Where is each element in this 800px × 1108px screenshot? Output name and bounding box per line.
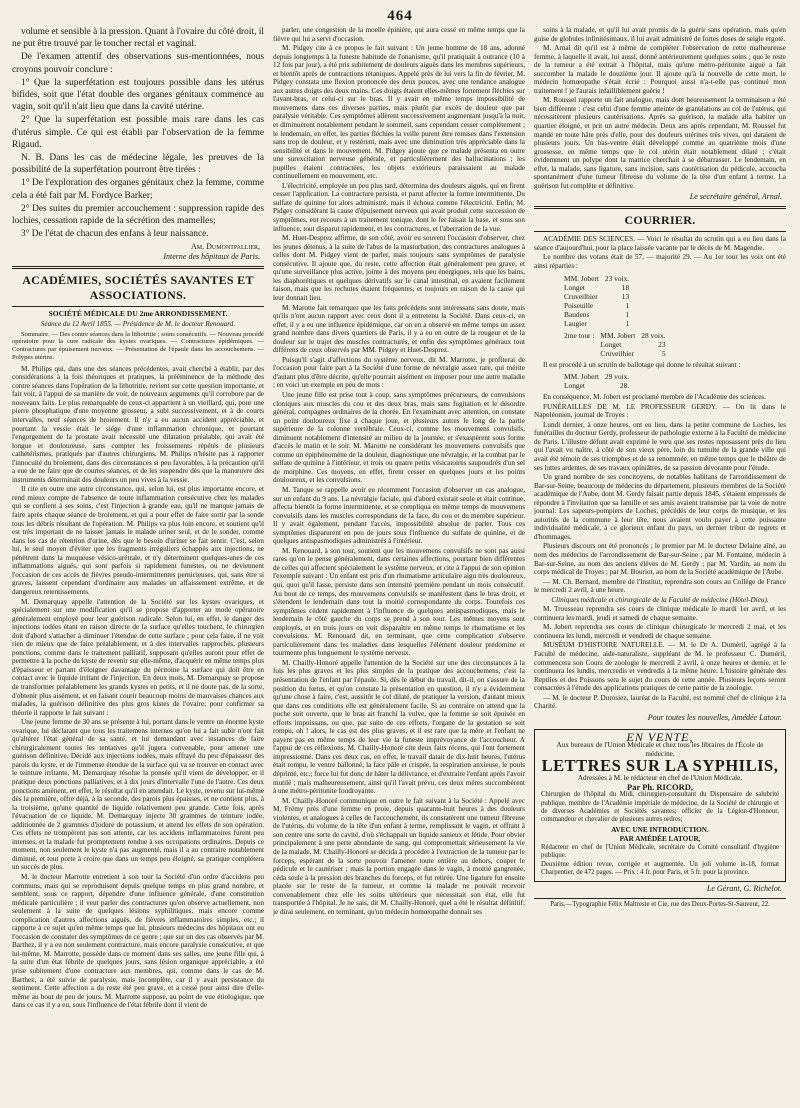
signature-name: Am. Dumontpallier,	[190, 242, 260, 252]
paragraph: M. Pidgey cite à ce propos le fait suivant : Un jeune homme de 18 ans, adonné depuis longtemps à la funeste habitude de l'onanisme, qu'il pratiquait à outrance (10 à 12 fois par jour), a été pris subitement de douleurs aiguës dans les membres supérieurs, et bientôt après de contractions tétaniques. Appelé près de lui vers la fin de février, M. Pidgey constata une flexion prononcée des deux pouces, avec une tendance analogue aux autres doigts des deux mains. Ces doigts étaient elles-mêmes fortement fléchies sur l'avant-bras, et celui-ci sur le bras. Il y avait en même temps impossibilité de mouvemens dans ces diverses parties, mais plutôt par excès de douleur que par paralysie véritable. Ces symptômes allèrent successivement augmentant jusqu'à la nuit, et diminuèrent notablement pendant le sommeil, sans cependant cesser complètement ; le lendemain, en effet, les parties fléchies la veille purent être remises dans l'extension sans trop de douleur, et y restèrent, mais avec une diminution très appréciable dans la sensibilité et dans le mouvement. M. Pidgey ajoute que ce malade présenta en outre une surexcitation nerveuse générale, et particulièrement des hallucinations ; les pupilles étaient contractées, les objets extérieurs paraissaient au malade continuellement en mouvement, etc.	[273, 44, 525, 181]
poll-row	[564, 372, 635, 381]
candidate-votes: 5	[661, 348, 666, 358]
ad-author: Par Ph. RICORD,	[627, 781, 693, 792]
paragraph: M. Roussel rapporte un fait analogue, mais dont heureusement la terminaison a été bien différente : c'est celui d'une femme atteinte de granulations au col de l'utérus, qui nécessitèrent plusieurs cautérisations. Après sa guérison, la malade alla habiter un quartier éloigné, et prit un autre médecin. Deux ans après cependant, M. Roussel fut mandé en toute hâte près d'elle, pour des douleurs utérines très vives, qui dataient de plusieurs jours. Un bas-ventre était développé comme au quatrième mois d'une grossesse, en même temps que le col utérin était notablement dilaté ; c'était évidemment un polype dont la matrice cherchait à se débarrasser. Le lendemain, en effet, la malade, sans ligature, sans incision, sans cautérisation du pédicule, accoucha spontanément d'une tumeur fibreuse du volume de la tête d'un enfant à terme. La guérison fut complète et définitive.	[534, 96, 786, 190]
paragraph: M. Arnal dit qu'il est à même de compléter l'observation de cette malheureuse femme, à laquelle il avait, lui aussi, donné antérieurement quelques soins ; que le reste de la tumeur a été extrait à l'hôpital, mais qu'une métro-péritonite aiguë a fait succomber la malade le douzième jour. Il ajoute qu'à la nouvelle de cette mort, le médecin homœopathe s'était écrié : Pourquoi aussi n'a-t-elle pas continué mon traitement ! je l'aurais infailliblement guérie !	[534, 44, 786, 95]
column-2	[273, 26, 525, 1086]
paragraph: Un grand nombre de ses concitoyens, de notables habitans de l'arrondissement de Bar-sur-Seine, beaucoup de médecins du département, plusieurs membres de la Société académique de l'Aube, dont M. Gerdy faisait partie depuis 1845, s'étaient empressés de répondre à l'invitation que sa famille et ses amis avaient transmise par la voie de notre journal. Les sapeurs-pompiers de Loches, précédés de leur corps de musique, et les autorités de la commune à leur tête, nous avaient voulu payer à cette puissante individualité médicale, à ce glorieux enfant du pays, un dernier tribut de regrets et d'hommages.	[534, 473, 786, 541]
ad-author-desc: Chirurgien de l'hôpital du Midi, chirurgien-consultant du Dispensaire de salubrité publique, membre de l'Académie impériale de médecine, de la Société de chirurgie et de diverses Académies et Sociétés savantes; officier de la Légion-d'Honneur, commandeur et chevalier de plusieurs autres ordres;	[541, 791, 779, 824]
candidate-votes: 1	[625, 300, 630, 310]
section-title-academies: ACADÉMIES, SOCIÉTÉS SAVANTES ET ASSOCIATIONS.	[22, 273, 254, 303]
paragraph: M. Tanque se rappelle avoir eu récemment l'occasion d'observer un cas analogue, sur un enfant du 9 ans. La névralgie faciale, qui d'abord existait seule et était continue, affecta bientôt la forme intermittente, et se compliqua en même temps de mouvemens convulsifs dans les muscles correspondans de la face, du cou et du membre supérieur. Il y avait également, pendant l'accès, impossibilité absolue de parler. Tous ces symptômes disparurent en peu de jours sous l'influence du sulfate de quinine, et de quelques antispasmodiques administrés à l'intérieur.	[273, 485, 525, 546]
ad-by: PAR AMÉDÉE LATOUR,	[619, 835, 701, 844]
poll-row	[564, 349, 672, 358]
paragraph: L'électricité, employée un peu plus tard, détermina des douleurs aiguës, qui en firent cesser l'application. La contracture persista, et parut affecter la forme intermittente. Du sulfate de quinine fut alors administré, mais il échoua comme l'électricité. Enfin, M. Pidgey considérant la cause d'épuisement nerveux qui avait produit cette succession de symptômes, eut recours à un traitement tonique, dont le fer faisait la base, et sous son influence, tout disparut rapidement, et les contractures, et l'aberration de la vue.	[273, 181, 525, 233]
ad-intro: AVEC UNE INTRODUCTION.	[611, 826, 709, 835]
paragraph: 1° Que la superfétation est toujours possible dans les utérus bifides, soit que l'état double des organes génitaux commence au vagin, soit qu'il n'ait lieu que dans la cavité utérine.	[12, 77, 264, 113]
page-number: 464	[387, 8, 413, 24]
divider	[12, 306, 264, 307]
paragraph: M. Trousseau reprendra ses cours de clinique médicale le mardi 1er avril, et les continuera les mardi, jeudi et samedi de chaque semaine.	[534, 605, 786, 622]
paragraph: MUSÉUM D'HISTOIRE NATURELLE. — M. le Dr A. Duméril, agrégé à la Faculté de médecine, aide-naturaliste, suppléant de M. le professeur C. Duméril, commencera son Cours de zoologie le mercredi 2 avril, à onze heures et demie, et le continuera les lundis, mercredis et vendredis à la même heure. L'histoire générale des Reptiles et des Poissons sera le sujet du cours de cette année. Plusieurs leçons seront consacrées à l'étude des applications pratiques de cette partie de la zoologie.	[534, 641, 786, 693]
ad-addressed: Adressées à M. le rédacteur en chef de l'Union Médicale,	[577, 773, 743, 782]
ad-by-desc: Rédacteur en chef de l'Union Médicale, secrétaire du Comité consultatif d'hygiène publique.	[541, 844, 779, 860]
ad-line: Aux bureaux de l'Union Médicale et chez tous les libraires de l'École de médecine,	[556, 741, 764, 759]
academy-item: ACADÉMIE DES SCIENCES. — Voici le résultat du scrutin qui a eu lieu dans la séance d'aujourd'hui, pour la place laissée vacante par le décès de M. Magendie.	[534, 235, 786, 252]
session-line: Séance du 12 Avril 1855. — Présidence de M. le docteur Renouard.	[40, 320, 236, 328]
news-signature: Pour toutes les nouvelles, Amédée Latour.	[647, 712, 782, 722]
paragraph: M. Huet-Desprez affirme, de son côté, avoir eu souvent l'occasion d'observer, chez les jeunes détenus, à la suite de l'abus de la masturbation, des contractures analogues à celles dont M. Pidgey vient de parler, mais toujours sans symptômes de paralysie consécutive. Il ajoute que, du reste, cette affection était généralement peu grave, et qu'une surveillance plus active, jointe à des moyens peu énergiques, tels que les bains, les diaphorétiques et quelques dérivatifs sur le canal intestinal, en avaient facilement raison, mais que les rechutes étaient fréquentes, et toujours en raison de la cause qui leur donnait lieu.	[273, 234, 525, 302]
ad-title: EN VENTE,	[626, 729, 694, 744]
paragraph: volume et sensible à la pression. Quant à l'ovaire du côté droit, il ne put être trouvé par le toucher rectal et vaginal.	[12, 27, 264, 50]
candidate-name: Baudens	[564, 309, 590, 319]
candidate-votes: 13	[621, 291, 630, 301]
paragraph: M. Chailly-Honoré appelle l'attention de la Société sur une des circonstances à la fois les plus graves et les plus simples de la pratique des accouchemens, c'est la présentation de l'enfant par l'épaule. Si, dès le début du travail, dit-il, on s'assure de la position du fœtus, et qu'on constate la présentation en question, il n'y a évidemment qu'une chose à faire, c'est, aussitôt le col dilaté, de pratiquer la version, d'autant mieux que dans ces conditions elle est généralement facile. Si au contraire on attend que la poche soit ouverte, que le bras ait franchi la vulve, que la femme se soit épuisée en efforts impuissans, ou que, par suite de ces efforts, l'organe de la gestation se soit rompu, oh ! alors, le cas est des plus graves, et il est rare que la mère et l'enfant ne payent pas en même temps de leur vie la funeste imprévoyance de l'accoucheur. A l'appui de ces réflexions, M. Chailly-Honoré cite deux faits récens, qui l'ont fortement impressionné. Dans ces deux cas, en effet, le travail datait de dix-huit heures, l'utérus était rompu, le ventre ballonné, la face pâle et crispée, la respiration anxieuse, le pouls déprimé, etc.; force lui fut donc de hâter la délivrance, et d'extraire l'enfant après l'avoir mutilé ; mais malheureusement, ainsi qu'il l'avait prévu, ces deux mères succombèrent à une métro-péritonite foudroyante.	[273, 658, 525, 796]
paragraph: soins à la malade, et qu'il lui avait promis de la guérir sans opération, mais qu'en guise de globules infinitésimaux, il lui avait administré de fortes doses de seigle ergoté.	[534, 26, 786, 43]
candidate-name: MM. Jobert	[564, 273, 599, 283]
paragraph: Plusieurs discours ont été prononcés ; le premier par M. le docteur Delaine aîné, au nom des médecins de l'arrondissement de Bar-sur-Seine ; par M. Fontaine, médecin à Bar-sur-Seine, au nom des anciens élèves de M. Gerdy ; par M. Vardin, au nom du corps médical de Troyes ; par M. Bouriot, au nom de la Société académique de l'Aube.	[534, 542, 786, 577]
paragraph: M. Demarquay appelle l'attention de la Société sur les kystes ovariques, et spécialement sur une modification qu'il se propose d'apporter au mode opératoire généralement employé pour leur guérison radicale. Selon lui, en effet, le danger des injections iodées étant en raison directe de la surface qu'elles touchent, le chirurgien doit d'abord s'attacher à diminuer l'étendue de cette surface ; pour cela faire, il ne voit rien de mieux que de faire préalablement, et à des intervalles rapprochés, plusieurs ponctions, comme dans le traitement palliatif, supposant qu'elles auront pour effet de permettre à la poche du kyste de revenir sur elle-même, d'acquérir en même temps plus d'épaisseur et partant d'éloigner davantage du péritoine la surface qui doit être en contact avec le liquide irritant de l'injection. En deux mots, M. Demarquay se propose de transformer préalablement les grands kystes en petits, et il ne doute pas, de la sorte, d'obtenir plus aisément, et en faisant courir beaucoup moins de mauvaises chances aux malades, la guérison définitive des plus gros kistes de l'ovaire; pour confirmer sa théorie il rapporte le fait suivant :	[12, 597, 264, 717]
poll-table-round-1	[564, 274, 635, 328]
summary: Sommaire. — Des contre séances dans la lithotritie ; soins consécutifs. — Nouveau procédé opératoire pour la cure radicale des kystes ovariques. — Contractures épidémiques. — Contractures par épuisement nerveux. — Présentation de l'épaule dans les accouchemens. — Polypes utérins.	[12, 330, 264, 361]
round-label: 2me tour :	[564, 330, 595, 340]
candidate-name: Laugier	[564, 318, 587, 328]
votants-text: Le nombre des votans était de 57, — majorité 29. — Au 1er tour les voix ont été ainsi réparties :	[534, 253, 786, 271]
candidate-votes: 18	[621, 282, 630, 292]
paragraph: M. Chailly-Honoré communique en outre le fait suivant à la Société : Appelé avec M. Frémy près d'une femme en proie, depuis quarante-huit heures à des douleurs violentes, et analogues à celles de l'accouchement, ils constatèrent une tumeur fibreuse de l'utérus, du volume de la tête d'un enfant à terme, remplissant le vagin, et offrant à son centre une sorte de cavité, d'où s'échappait un liquide sanieux et fétide. Pour obvier principalement à une perte abondante de sang, qui compromettait sérieusement la vie de la malade, M. Chailly-Honoré se décida à procéder à l'extraction de la tumeur par le forceps, espérant de la sorte pouvoir l'amener toute entière au dehors, couper le pédicule et le cautériser ; mais la portion engagée dans le vagin, à moitié gangrenée, céda seule à la pression des branches du forceps, et fut retirée. Une ligature fut ensuite placée sur le reste de la tumeur, et comme la malade ne pouvait recevoir convenablement chez elle les soins ultérieurs que nécessitait son état, elle fut transportée à l'hôpital. Je ne sais, dit M. Chailly-Honoré, quel a été le résultat définitif; je dirai seulement, en terminant, qu'un médecin homœopathe donnait ses	[273, 796, 525, 916]
section-divider	[12, 266, 264, 269]
advertisement	[534, 729, 786, 882]
paragraph: — M. le docteur P. Durosiez, lauréat de la Faculté, est nommé chef de clinique à la Charité.	[534, 693, 786, 711]
candidate-name: MM. Jobert	[600, 330, 636, 340]
signature-title: Interne des hôpitaux de Paris.	[163, 252, 260, 262]
ad-edition: Deuxième édition revue, corrigée et augmentée. Un joli volume in-18, format Charpentier, de 472 pages. — Prix : 4 fr. pour Paris, et 5 fr. pour la province.	[541, 860, 779, 876]
poll-row	[564, 331, 672, 340]
author-signature	[12, 242, 260, 262]
paragraph: M. Jobert reprendra ses cours de clinique chirurgicale le mercredi 2 mai, et les continuera les lundi, mercredi et vendredi de chaque semaine.	[534, 623, 786, 640]
paragraph: Une jeune fille est prise tout à coup, sans symptômes précurseurs, de convulsions cloniques aux muscles du cou et des deux bras, mais sans fugitation et le désordre général, compagnes ordinaires de la chorée. En l'examinant avec attention, on constate un point douloureux fixe à chaque joue, et plusieurs autres le long de la partie supérieure de la colonne vertébrale. Ceux-ci, comme les mouvemens convulsifs, diminuent notablement d'intensité au milieu de la journée, et s'exaspèrent sous forme d'accès le matin et le soir. M. Marotte ne considérant les mouvemens convulsifs que comme un épiphénomène de la douleur, diagnostique une névralgie, et la combat par le sulfate de quinine à l'intérieur, et trois ou quatre petits vésicatoires saupoudrés d'un sel de morphine. Ces moyens, en effet, firent cesser en quelques jours et les points douloureux, et les convulsions.	[273, 390, 525, 485]
candidate-name: Longet	[564, 381, 585, 391]
paragraph: Lundi dernier, à onze heures, ont eu lieu, dans la petite commune de Loches, les funérailles du docteur Gerdy, professeur de pathologie externe à la Faculté de médecine de Paris. L'illustre défunt avait exprimé le vœu que ses restes reposassent près du lieu qui l'avait vu naître, à côté de son vieux père, loin du tumulte de la grande ville qui avait été témoin de ses triomphes et de sa renommée, en même temps que le théâtre de ses luttes ardentes, de ses travaux opiniâtres, de sa passion dévorante pour l'étude.	[534, 420, 786, 472]
gerant-signature: Le Gérant, G. Richelot.	[706, 884, 782, 894]
secretary-signature: Le secrétaire général, Arnal.	[689, 192, 782, 202]
paragraph: 3° De l'état de chacun des enfans à leur naissance.	[21, 229, 209, 240]
clinic-heading: Cliniques médicale et chirurgicale de la Faculté de médecine (Hôtel-Dieu).	[551, 595, 769, 604]
poll-table-round-2	[564, 331, 672, 358]
society-name: SOCIÉTÉ MÉDICALE DU 2me ARRONDISSEMENT.	[48, 309, 228, 319]
paragraph: Puisqu'il s'agit d'affections du système nerveux, dit M. Marrotte, je profiterai de l'occasion pour faire part à la Société d'une forme de névralgie assez rare, qui mérite d'autant plus d'être décrite, qu'elle pourrait aisément en imposer pour une autre maladie ; en voici un exemple en peu de mots :	[273, 355, 525, 390]
poll-row	[564, 274, 635, 283]
candidate-name: Longet	[564, 282, 585, 292]
paragraph: 2° Que la superfétation est possible mais rare dans les cas d'utérus simple. Ce qui est établi par l'observation de la femme Rigaud.	[12, 115, 264, 150]
paragraph: M. Philips qui, dans une des séances précédentes, avait cherché à établir, par des considérations à la fois théoriques et pratiques, la prééminence de la méthode des contre séances dans l'opération de la lithotritie, revient sur cette question importante, et fait voir, à l'appui de sa manière de voir, de nouveaux arguments qu'il corrobore par de nouveaux faits. Le plus remarquable de ceux-ci appartient à un vieillard, qui, pour une pierre phosphatique d'une moyenne grosseur, a subi successivement, et à de courts intervalles, neuf séances de broiement. Il n'y a eu aucun accident appréciable, et pourtant la vessie était le siége d'une inflammation chronique, et pourtant l'engorgement de la prostate avait nécessité une dilatation préalable, qui avait été longue et douloureuse, sans compter les froissements répétés de plusieurs cathétérismes, pratiqués par d'autres chirurgiens. M. Philips n'hésite pas à rapporter l'innocuité du broiement, dans des circonstances si peu favorables, à la précaution qu'il a eue de ne faire que de courtes séances, et de les suspendre dès que la manœuvre des instruments déterminait des douleurs un peu vives à la vessie.	[12, 364, 264, 484]
paragraph: FUNÉRAILLES DE M. LE PROFESSEUR GERDY. — On lit dans le Napoléonien, journal de Troyes :	[534, 402, 786, 420]
candidate-votes: 23	[658, 339, 666, 349]
poll-row	[564, 292, 635, 301]
paragraph: M. Marotte fait remarquer que les faits précédens sont intéressans sans doute, mais qu'ils n'ont aucun rapport avec ceux dont il a entretenu la Société. Dans ceux-ci, en effet, il y a eu une influence épidémique, car on en a observé en même temps un assez grand nombre dans divers quartiers de Paris, il y a eu en outre de la rougeur et de la douleur sur le trajet des muscles contracturés, et enfin des symptômes généraux tout différens de ceux observés par MM. Pidgey et Huet-Desprez.	[273, 303, 525, 355]
paragraph: Il cite en outre une autre circonstance, qui, selon lui, est plus importante encore, et rend mieux compte de l'absence de toute inflammation consécutive chez les malades qui se confient à ses soins, c'est l'injection à grande eau, qu'il ne manque jamais de faire après chaque séance de broiement, et qui a pour effet de faire sortir par la sonde tous les débris résultant de l'opération. M. Philips va plus loin encore, et soutient qu'il est très important de ne laisser jamais le malade uriner seul, et de le sonder, comme dans les cas de rétention d'urine, dès que le besoin d'uriner se fait sentir. C'est, selon lui, le seul moyen d'éviter que les fragments irréguliers échappés aux injections, ne pénètrent dans la muqueuse vésico-urétrale, et n'y déterminent quelques-unes de ces inflammations aiguës, qui sont parfois si rapidement funestes, ou ne deviennent l'occasion de ces accès de fièvres pseudo-intermittentes pernicieuses, qui, sans être si graves, laissent cependant d'ordinaire aux malades un affaissement extrême, et de dangereux retentissements.	[12, 485, 264, 596]
poll-row	[564, 340, 672, 349]
result-text: En conséquence, M. Jobert est proclamé membre de l'Académie des sciences.	[543, 393, 767, 402]
candidate-name: Poiseuille	[564, 300, 594, 310]
candidate-name: Cruveilhier	[564, 291, 598, 301]
ballotage-text: Il est procédé à un scrutin de ballotage qui donne le résultat suivant :	[543, 360, 741, 369]
candidate-votes: 23 voix.	[604, 273, 630, 283]
candidate-votes: 28 voix.	[641, 330, 666, 340]
candidate-votes: 1	[625, 309, 630, 319]
paragraph: 1° De l'exploration des organes génitaux chez la femme, comme cela a été fait par M. Fordyce Barker;	[12, 178, 264, 201]
paragraph: De l'examen attentif des observations sus-mentionnées, nous croyons pouvoir conclure :	[12, 52, 264, 75]
section-divider	[534, 206, 786, 209]
columns	[12, 26, 788, 1086]
column-1	[12, 26, 264, 1086]
paragraph: M. Renouard, à son tour, soutient que les mouvemens convulsifs ne sont pas aussi rares qu'on le pense généralement, dans certaines affections, pourtant bien différentes de celles qui affectent spécialement le système nerveux, et cite à l'appui de son opinion l'exemple suivant : Un enfant est pris d'un rhumatisme articulaire aigu très douloureux, qui, quoi qu'il fasse, persiste dans son intensité première pendant un mois consécutif. Au bout de ce temps, des mouvemens convulsifs se manifestent dans le bras droit, et s'étendent le lendemain dans tout la moitié correspondante du corps. Toutefois ces symptômes cèdent rapidement à l'influence de quelques antispasmodiques, mais le lendemain le côté gauche du corps se prend à son tour. Les mêmes moyens sont employés, et en trois jours on voit disparaître en même temps le rhumatisme et les convulsions. M. Renouard dit, en terminant, que cette complication s'observe particulièrement dans les maladies dans lesquelles l'élément douleur prédomine et tourmente plus longuement le système nerveux.	[273, 546, 525, 658]
paragraph: — M. Ch. Bernard, membre de l'Institut, reprendra son cours au Collège de France le mercredi 2 avril, à une heure.	[534, 577, 786, 595]
poll-row	[564, 381, 635, 390]
paragraph: N. B. Dans les cas de médecine légale, les preuves de la possibilité de la superfétation pourront être tirées :	[12, 153, 264, 176]
poll-row	[564, 301, 635, 310]
poll-row	[564, 283, 635, 292]
poll-row	[564, 319, 635, 328]
candidate-name: MM. Jobert	[564, 372, 599, 382]
candidate-votes: 29 voix.	[604, 372, 630, 382]
poll-table-ballotage	[564, 372, 635, 390]
candidate-votes: 1	[625, 318, 630, 328]
column-3	[534, 26, 786, 1086]
paragraph: M. le docteur Marrotte entretient à son tour la Société d'un ordre d'accidens peu communs, mais qui se reproduisent depuis quelque temps en plus grand nombre, et semblent, sous ce rapport, dépendre d'une influence générale, d'une constitution médicale particulière ; il veut parler des contractures qu'on observe actuellement, non seulement à la suite de quelques lésions syphilitiques, mais encore comme complication d'autres affections aiguës, de fièvres inflammatoires simples, etc.; il rapporte à ce sujet qu'en même temps que lui, plusieurs médecins des hôpitaux ont eu l'occasion de constater des symptômes de ce genre ; que sur un des cas observés par M. Barthez, il y a eu non seulement contracture, mais encore paralysie consécutive, et que lui-même, M. Marrotte, possède dans ce moment dans ses salles, une jeune fille qui, à la suite d'un état fébrile de quelques jours, sans lésion organique appréciable, a été prise subitement d'une contracture aux membres, qui, comme dans le cas de M. Barthez, a été suivie de paralysie, mais incomplète, car il y avait persistance du sentiment. Cette affection a du reste été peu grave, et a cessé pour ainsi dire d'elle-même au bout de peu de jours. M. Marrotte suppose, au point de vue étiologique, que dans ce cas il y a eu, sous l'influence de l'état fébrile dont il vient de	[12, 873, 264, 1010]
candidate-name: Longet	[600, 339, 622, 349]
intro-block	[12, 26, 264, 240]
candidate-votes: 28.	[619, 381, 630, 391]
ad-book-title: LETTRES SUR LA SYPHILIS,	[541, 756, 779, 776]
paragraph: 2° Des suites du premier accouchement : suppression rapide des lochies, cessation rapide de la sécrétion des mamelles;	[12, 203, 264, 227]
section-title-courrier: COURRIER.	[624, 213, 696, 228]
divider	[534, 231, 786, 232]
paragraph: Une jeune femme de 30 ans se présente à lui, portant dans le ventre un énorme kyste ovarique, lui déclarant que tous les traitemens internes qu'on lui a fait subir n'ont fait qu'altérer l'état général de sa santé, et lui demandant avec instances de faire chirurgicalement toutes les tentatives qu'il jugera convenable, pour amener une guérison définitive. Décidé aux injections iodées, mais effrayé du peu d'épaisseur des parois du kyste, et de l'immense étendue de la surface qui va se trouver en contact avec le teinture irritante, M. Demarquay résolue la ponsée qu'il vient de développer, et il pratique deux ponctions palliatives, et à dix jours d'intervalle l'une de l'autre. Ces deux ponctions amènent, en effet, le résultat qu'il en attendait. Le kyste, revenu sur lui-même dès la première, offre déjà, à la seconde, des parois plus épaisses, et ne contient plus, à la troisième, qu'une quantité de liquide relativement peu grande. Cette fois, après l'évacuation de ce liquide, M. Demarquay injecte 30 grammes de teinture iodée, additionnée de 2 grammes d'iodure de potassium, et attend les effets de son opération. Ces effets ne trompèrent pas son attente, car les accidens inflammatoires furent peu intenses, et la malade fut promptement rendue à ses occupations ordinaires. Depuis ce moment, non seulement le kyste n'a pas augmenté, mais il a au contraire notablement diminué, et tout porte à croire que dans un temps peu éloigné, sa pratique complétera un succès de plus.	[12, 718, 264, 872]
paragraph: parler, une congestion de la moelle épinière, qui aura cessé en même temps que la fièvre qui lui a servi d'occasion.	[273, 26, 525, 43]
printer-footer: Paris.—Typographie Félix Maltreste et Cie, rue des Deux-Portes-St-Sauveur, 22.	[534, 898, 786, 910]
candidate-name: Cruveilhier	[600, 348, 635, 358]
poll-row	[564, 310, 635, 319]
